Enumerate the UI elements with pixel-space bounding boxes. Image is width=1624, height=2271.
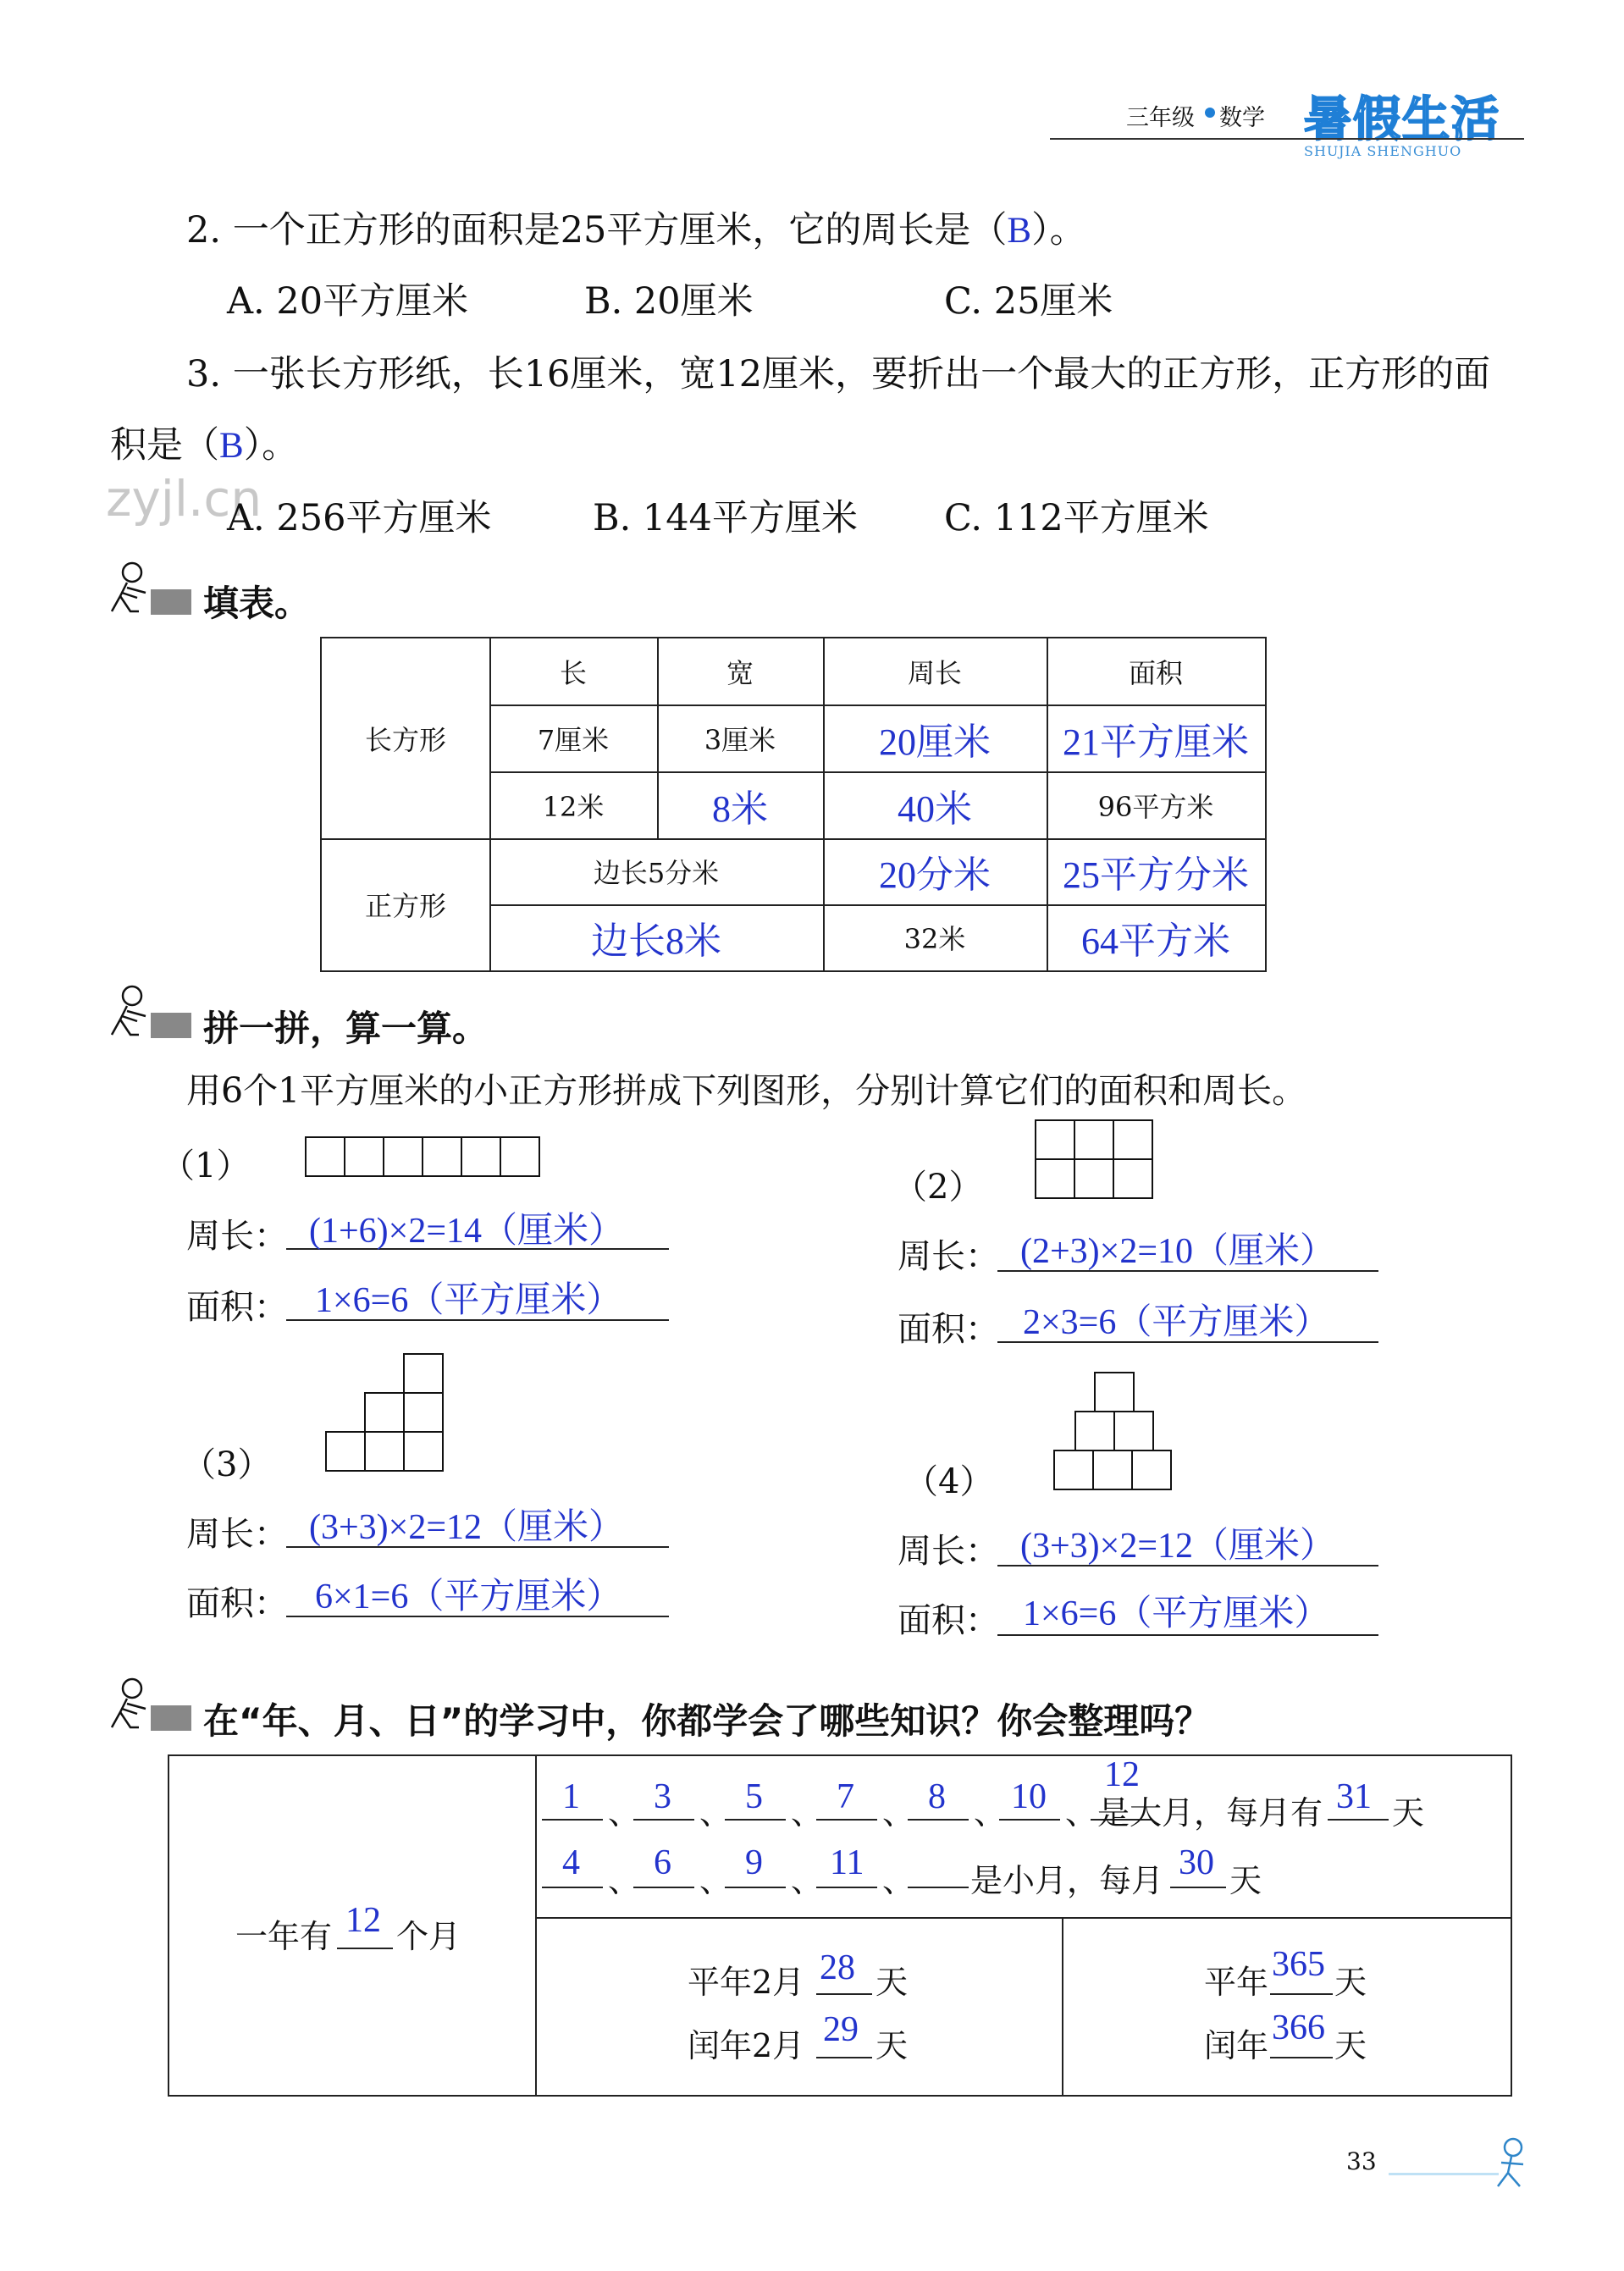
separator: 、 <box>608 1794 641 1832</box>
unit-square <box>1113 1158 1153 1199</box>
shape-4-perimeter-label: 周长： <box>898 1532 999 1571</box>
blank-line <box>908 1887 969 1888</box>
separator: 、 <box>882 1794 915 1832</box>
shape-4-area-label: 面积： <box>898 1601 999 1640</box>
section-1-heading <box>108 559 616 627</box>
header-width: 宽 <box>726 657 754 689</box>
small-months-row <box>542 1834 1507 1902</box>
section-3-heading <box>108 1675 1378 1743</box>
day-unit: 天 <box>876 1964 909 2001</box>
shape-1-figure <box>305 1136 545 1177</box>
brand-logo: 暑假生活 <box>1304 91 1500 147</box>
big-month-answer: 5 <box>745 1777 763 1816</box>
common-year-answer: 365 <box>1272 1945 1325 1984</box>
watermark: zyjl.cn <box>106 470 262 528</box>
header <box>1050 89 1524 165</box>
r1-perimeter-answer: 20厘米 <box>879 721 991 763</box>
small-month-text: 是小月，每月 <box>970 1862 1164 1899</box>
big-month-answer: 8 <box>928 1777 946 1816</box>
r2-width-answer: 8米 <box>712 787 768 830</box>
question-3-text: 积是（ <box>110 424 219 467</box>
common-year-row <box>1204 1942 1458 2002</box>
blank-line <box>542 1887 603 1888</box>
blank-line <box>542 1819 603 1821</box>
heading-bar <box>151 1013 191 1038</box>
shape-3-area-answer: 6×1=6（平方厘米） <box>315 1578 622 1616</box>
unit-square <box>500 1136 540 1177</box>
shape-2-area-label: 面积： <box>898 1310 999 1349</box>
feb-common-row <box>688 1942 992 2002</box>
year-months-line <box>337 1948 393 1949</box>
section-1-title: 填表。 <box>203 583 311 624</box>
question-3-line1: 3. 一张长方形纸，长16厘米，宽12厘米，要折出一个最大的正方形，正方形的面 <box>186 353 1491 395</box>
q3-option-b: B. 144平方厘米 <box>593 497 859 539</box>
unit-square <box>1074 1158 1114 1199</box>
question-3-answer: B <box>219 426 244 466</box>
grade-label: 三年级 <box>1126 105 1195 131</box>
unit-square <box>1035 1158 1075 1199</box>
section-3-title: 在“年、月、日”的学习中，你都学会了哪些知识？你会整理吗？ <box>203 1700 1211 1742</box>
section-2-instruction: 用6个1平方厘米的小正方形拼成下列图形，分别计算它们的面积和周长。 <box>186 1070 1307 1111</box>
q3-option-a: A. 256平方厘米 <box>227 497 492 539</box>
day-unit: 天 <box>1334 2027 1367 2064</box>
unit-square <box>305 1136 345 1177</box>
shape-3-figure <box>325 1353 447 1472</box>
unit-square <box>1074 1411 1115 1451</box>
shape-1-area-answer: 1×6=6（平方厘米） <box>315 1281 622 1320</box>
small-month-answer: 11 <box>830 1843 864 1882</box>
q3-option-c: C. 112平方厘米 <box>944 497 1209 539</box>
brand-pinyin: SHUJIA SHENGHUO <box>1304 143 1462 159</box>
leap-year-row <box>1204 2006 1458 2065</box>
shape-2-perimeter-answer: (2+3)×2=10（厘米） <box>1020 1232 1336 1271</box>
question-3-text-end: ）。 <box>243 424 299 467</box>
header-rule <box>1050 138 1524 140</box>
runner-mascot-icon <box>1486 2136 1545 2195</box>
big-month-answer: 7 <box>837 1777 854 1816</box>
question-3-line2 <box>110 417 298 468</box>
question-2-text: 2. 一个正方形的面积是25平方厘米，它的周长是（ <box>186 209 1008 251</box>
page-number: 33 <box>1346 2147 1377 2175</box>
shape-3-label: （3） <box>182 1445 272 1484</box>
r3-side: 边长5分米 <box>593 857 720 889</box>
blank-line <box>816 1993 872 1995</box>
feb-common-answer: 28 <box>820 1948 855 1987</box>
shape-1-perimeter-label: 周长： <box>186 1217 288 1256</box>
year-months-answer: 12 <box>345 1901 381 1940</box>
rect-label: 长方形 <box>364 724 446 756</box>
small-month-answer: 6 <box>654 1843 671 1882</box>
blank-line <box>1170 1887 1226 1888</box>
blank-line <box>725 1819 786 1821</box>
shape-4-area-answer: 1×6=6（平方厘米） <box>1023 1594 1330 1633</box>
year-after: 个月 <box>396 1918 461 1955</box>
separator: 、 <box>974 1794 1007 1832</box>
shape-1-area-label: 面积： <box>186 1288 288 1327</box>
day-unit: 天 <box>876 2027 909 2064</box>
q2-option-c: C. 25厘米 <box>944 280 1113 323</box>
feb-leap-answer: 29 <box>823 2010 859 2049</box>
shape-1-label: （1） <box>161 1147 251 1185</box>
separator: 、 <box>699 1794 732 1832</box>
leap-year-label: 闰年 <box>1204 2027 1269 2064</box>
unit-square <box>1131 1450 1172 1490</box>
heading-bar <box>151 589 191 615</box>
shape-4-figure <box>1053 1372 1175 1492</box>
separator: 、 <box>882 1862 915 1899</box>
r2-area: 96平方米 <box>1097 790 1214 823</box>
shape-2-label: （2） <box>893 1168 983 1207</box>
shape-4-perimeter-answer: (3+3)×2=12（厘米） <box>1020 1527 1336 1566</box>
heading-bar <box>151 1705 191 1731</box>
blank-line <box>1270 1993 1333 1995</box>
r1-area-answer: 21平方厘米 <box>1063 721 1249 763</box>
blank-line <box>1328 1819 1389 1821</box>
grid-v-sub <box>1062 1917 1063 2095</box>
shape-3-perimeter-label: 周长： <box>186 1515 288 1554</box>
feb-leap-label: 闰年2月 <box>688 2027 805 2064</box>
shape-1-perimeter-answer: (1+6)×2=14（厘米） <box>309 1212 625 1251</box>
big-month-answer: 1 <box>562 1777 580 1816</box>
header-area: 面积 <box>1128 657 1183 689</box>
blank-line <box>816 2057 872 2058</box>
r3-area-answer: 25平方分米 <box>1063 854 1249 896</box>
grid-h-main <box>535 1917 1511 1919</box>
fill-table <box>320 637 1267 972</box>
r3-perimeter-answer: 20分米 <box>879 854 991 896</box>
r1-length: 7厘米 <box>537 723 610 756</box>
question-2-text-end: ）。 <box>1031 209 1086 251</box>
r4-perimeter: 32米 <box>903 923 966 955</box>
year-months-row <box>235 1900 523 1955</box>
subject-label: 数学 <box>1219 105 1265 131</box>
big-month-answer: 10 <box>1011 1777 1047 1816</box>
unit-square <box>1053 1450 1094 1490</box>
small-month-answer: 9 <box>745 1843 763 1882</box>
shape-4-label: （4） <box>904 1462 994 1501</box>
r4-area-answer: 64平方米 <box>1081 920 1230 962</box>
separator: 、 <box>1065 1794 1098 1832</box>
leap-year-answer: 366 <box>1272 2009 1325 2047</box>
big-months-row <box>542 1755 1507 1832</box>
blank-line <box>816 1887 877 1888</box>
blank-line <box>1270 2057 1333 2058</box>
unit-square <box>1113 1411 1154 1451</box>
big-month-text: 是大月，每月有 <box>1097 1794 1323 1832</box>
unit-square <box>403 1353 444 1394</box>
unit-square <box>1094 1372 1135 1412</box>
q2-option-a: A. 20平方厘米 <box>227 280 469 323</box>
shape-3-area-label: 面积： <box>186 1584 288 1623</box>
day-unit: 天 <box>1334 1964 1367 2001</box>
blank-line <box>633 1887 694 1888</box>
unit-square <box>1092 1450 1133 1490</box>
question-2 <box>186 202 1086 253</box>
unit-square <box>403 1431 444 1472</box>
feb-leap-row <box>688 2006 992 2065</box>
section-2-title: 拼一拼，算一算。 <box>203 1008 489 1049</box>
bullet-icon <box>1205 108 1215 118</box>
separator: 、 <box>791 1794 824 1832</box>
blank-line <box>999 1819 1060 1821</box>
shape-2-perimeter-label: 周长： <box>898 1237 999 1276</box>
question-2-answer: B <box>1007 211 1032 251</box>
shape-2-figure <box>1035 1119 1157 1199</box>
big-days-answer: 31 <box>1336 1777 1372 1816</box>
day-unit: 天 <box>1229 1862 1262 1899</box>
r2-perimeter-answer: 40米 <box>898 787 972 830</box>
shape-2-area-answer: 2×3=6（平方厘米） <box>1023 1303 1330 1342</box>
separator: 、 <box>791 1862 824 1899</box>
r4-side-answer: 边长8米 <box>591 920 721 962</box>
small-days-answer: 30 <box>1179 1843 1214 1882</box>
section-2-heading <box>108 982 701 1050</box>
separator: 、 <box>699 1862 732 1899</box>
unit-square <box>325 1431 366 1472</box>
r2-length: 12米 <box>542 790 605 823</box>
shape-3-perimeter-answer: (3+3)×2=12（厘米） <box>309 1508 625 1547</box>
unit-square <box>403 1392 444 1433</box>
unit-square <box>383 1136 423 1177</box>
common-year-label: 平年 <box>1204 1964 1269 2001</box>
blank-line <box>816 1819 877 1821</box>
header-perimeter: 周长 <box>907 657 962 689</box>
header-length: 长 <box>559 657 587 689</box>
unit-square <box>422 1136 462 1177</box>
unit-square <box>461 1136 501 1177</box>
unit-square <box>1035 1119 1075 1160</box>
unit-square <box>344 1136 384 1177</box>
blank-line <box>908 1819 969 1821</box>
unit-square <box>364 1392 405 1433</box>
blank-line <box>725 1887 786 1888</box>
separator: 、 <box>608 1862 641 1899</box>
big-month-answer: 3 <box>654 1777 671 1816</box>
feb-common-label: 平年2月 <box>688 1964 805 2001</box>
grid-v-main <box>535 1756 537 2095</box>
year-before: 一年有 <box>235 1918 333 1955</box>
day-unit: 天 <box>1392 1794 1425 1832</box>
r1-width: 3厘米 <box>704 723 776 756</box>
small-month-answer: 4 <box>562 1843 580 1882</box>
big-month-answer: 12 <box>1104 1755 1140 1794</box>
footer-rule <box>1389 2173 1499 2175</box>
unit-square <box>1113 1119 1153 1160</box>
unit-square <box>1074 1119 1114 1160</box>
calendar-table <box>168 1754 1512 2097</box>
square-label: 正方形 <box>364 890 446 922</box>
blank-line <box>633 1819 694 1821</box>
unit-square <box>364 1431 405 1472</box>
q2-option-b: B. 20厘米 <box>584 280 754 323</box>
